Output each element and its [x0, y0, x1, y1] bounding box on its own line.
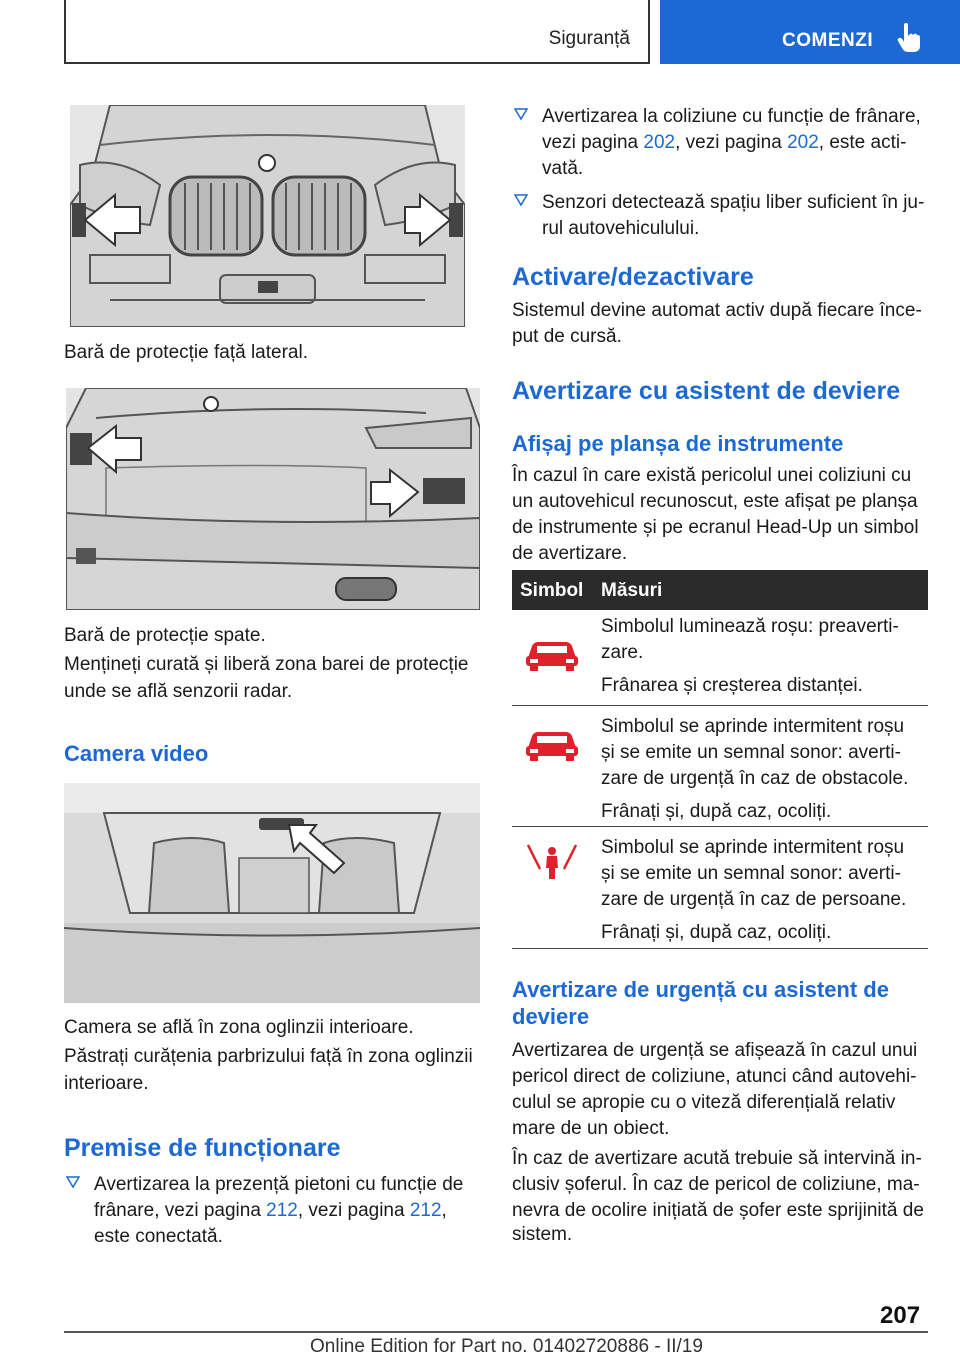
front-bumper-image [70, 105, 465, 327]
hand-pointer-icon [896, 22, 922, 54]
urgenta-line-6: clusiv șoferul. În caz de pericol de coliziune, ma‐ [512, 1174, 920, 1195]
table-row [512, 610, 928, 706]
triangle-bullet-icon [514, 193, 528, 207]
page-link-202[interactable]: 202 [787, 132, 819, 153]
header-section-title: Siguranță [548, 28, 630, 49]
bullet-sensors-space [514, 190, 928, 244]
camera-clean-line-2: interioare. [64, 1073, 149, 1094]
urgenta-line-4: mare de un obiect. [512, 1118, 670, 1139]
urgenta-line-1: Avertizarea de urgență se afișează în cazul unui [512, 1040, 918, 1061]
caption-camera-position: Camera se află în zona oglinzii interioare. [64, 1017, 414, 1038]
bullet-2-line-2: vezi pagina 202, vezi pagina 202, este acti‐ [542, 132, 907, 153]
pedestrian-warning-icon [522, 841, 582, 881]
table-row [512, 706, 928, 827]
bullet-3-line-1: Senzori detectează spațiu liber suficient în ju‐ [542, 192, 925, 213]
page-link-212[interactable]: 212 [409, 1200, 442, 1221]
row-2-line-1: Simbolul se aprinde intermitent roșu [601, 716, 905, 737]
row-3-line-2: și se emite un semnal sonor: averti‐ [601, 863, 901, 884]
afisaj-line-2: un autovehicul recunoscut, este afișat pe planșa [512, 491, 918, 512]
car-warning-icon [522, 632, 582, 672]
keep-clean-line-2: unde se află senzorii radar. [64, 681, 293, 702]
triangle-bullet-icon [514, 107, 528, 121]
car-warning-icon [522, 722, 582, 762]
keep-clean-line-1: Mențineți curată și liberă zona barei de protecție [64, 654, 469, 675]
afisaj-line-1: În cazul în care există pericolul unei coliziuni cu [512, 465, 912, 486]
row-1-line-1: Simbolul luminează roșu: preaverti‐ [601, 616, 899, 637]
col-header-simbol: Simbol [520, 580, 584, 601]
table-header [512, 570, 928, 610]
row-1-line-2: zare. [601, 642, 644, 663]
row-3-line-3: zare de urgență în caz de persoane. [601, 889, 907, 910]
bullet-3-line-2: rul autovehiculului. [542, 218, 700, 239]
header-section-box [64, 0, 650, 64]
row-2-line-4: Frânați și, după caz, ocoliți. [601, 801, 832, 822]
bullet-2-line-1: Avertizarea la coliziune cu funcție de frânare, [542, 106, 921, 127]
urgenta-line-3: culul se apropie cu o viteză diferențială relativ [512, 1092, 896, 1113]
symbol-table [512, 570, 928, 949]
page-link-212[interactable]: 212 [266, 1200, 298, 1221]
heading-urgenta-line-2: deviere [512, 1004, 590, 1029]
urgenta-line-8: sistem. [512, 1224, 573, 1245]
page-link-202[interactable]: 202 [643, 132, 676, 153]
activare-line-1: Sistemul devine automat activ după fiecare înce‐ [512, 300, 922, 321]
bullet-pedestrian-warning [66, 1172, 480, 1252]
row-3-line-1: Simbolul se aprinde intermitent roșu [601, 837, 905, 858]
bullet-2-line-3: vată. [542, 158, 584, 179]
heading-avertizare: Avertizare cu asistent de deviere [512, 377, 901, 405]
heading-afisaj: Afișaj pe planșa de instrumente [512, 431, 844, 456]
row-2-line-2: și se emite un semnal sonor: averti‐ [601, 742, 901, 763]
bullet-1-line-3: este conectată. [94, 1226, 223, 1247]
footer-edition: Online Edition for Part no. 01402720886 - II/19 [310, 1336, 703, 1357]
afisaj-line-3: de instrumente și pe ecranul Head-Up un simbol [512, 517, 919, 538]
bullet-1-line-2: frânare, vezi pagina 212, vezi pagina 212, [94, 1200, 447, 1221]
footer-divider [64, 1331, 928, 1333]
bullet-1-line-1: Avertizarea la prezență pietoni cu funcție de [94, 1174, 464, 1195]
heading-activare: Activare/dezactivare [512, 263, 754, 291]
row-1-line-3: Frânarea și creșterea distanței. [601, 675, 863, 696]
page-number: 207 [880, 1302, 921, 1329]
caption-rear-bumper: Bară de protecție spate. [64, 625, 266, 646]
bullet-collision-warning [514, 104, 928, 184]
col-header-masuri: Măsuri [601, 580, 663, 601]
header-tab-label: COMENZI [782, 30, 874, 51]
row-2-line-3: zare de urgență în caz de obstacole. [601, 768, 909, 789]
triangle-bullet-icon [66, 1175, 80, 1189]
camera-interior-image [64, 783, 480, 1003]
heading-urgenta-line-1: Avertizare de urgență cu asistent de [512, 977, 889, 1002]
header-tab-comenzi[interactable] [660, 0, 960, 64]
rear-bumper-image [66, 388, 480, 610]
urgenta-line-2: pericol direct de coliziune, atunci când autovehi‐ [512, 1066, 917, 1087]
activare-line-2: put de cursă. [512, 326, 622, 347]
row-3-line-4: Frânați și, după caz, ocoliți. [601, 922, 832, 943]
heading-camera-video: Camera video [64, 741, 209, 766]
heading-premise: Premise de funcționare [64, 1134, 341, 1162]
afisaj-line-4: de avertizare. [512, 543, 628, 564]
caption-front-bumper: Bară de protecție față lateral. [64, 342, 308, 363]
urgenta-line-7: nevra de ocolire inițiată de șofer este sprijinită de [512, 1200, 924, 1221]
urgenta-line-5: În caz de avertizare acută trebuie să intervină in‐ [512, 1148, 922, 1169]
table-row [512, 827, 928, 949]
camera-clean-line-1: Păstrați curățenia parbrizului față în zona oglinzii [64, 1046, 473, 1067]
